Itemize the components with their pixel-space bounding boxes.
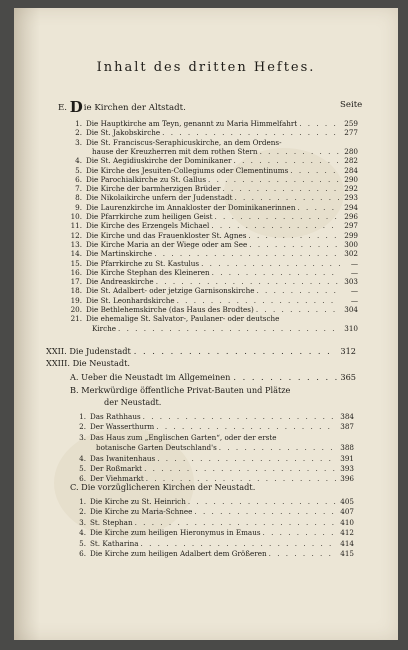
toc-entry-page: — bbox=[350, 258, 358, 268]
toc-entry-number: 2. bbox=[79, 507, 86, 517]
section-b-heading-line1: B. Merkwürdige öffentliche Privat-Bauten und Plätze bbox=[70, 385, 291, 395]
toc-entry-title: Die Parochialkirche zu St. Gallus bbox=[86, 174, 207, 184]
section-b-heading-line2: der Neustadt. bbox=[104, 397, 162, 407]
leader-dots bbox=[269, 550, 336, 557]
toc-entry-title: Die Kirche Stephan des Kleineren bbox=[86, 267, 210, 277]
toc-entry-number: 6. bbox=[75, 174, 82, 184]
toc-entry-page: 415 bbox=[340, 549, 354, 558]
toc-entry-title: Die Laurenzkirche im Annakloster der Dominikanerinnen bbox=[86, 202, 296, 212]
toc-entry-number: 5. bbox=[75, 165, 82, 175]
toc-entry-title: Die Andreaskirche bbox=[86, 277, 154, 287]
toc-entry-title: Die Kirche des Erzengels Michael bbox=[86, 221, 210, 231]
toc-entry-title: Die Martinskirche bbox=[86, 249, 153, 259]
toc-entry bbox=[76, 508, 354, 515]
leader-dots bbox=[141, 540, 337, 547]
toc-entry-page: 292 bbox=[344, 184, 358, 194]
toc-entry-title: Die Kirche und das Frauenkloster St. Agnes bbox=[86, 230, 247, 240]
toc-entry-page: — bbox=[350, 295, 358, 305]
toc-entry-number: 16. bbox=[70, 267, 82, 277]
toc-entry-number: 3. bbox=[75, 137, 82, 147]
toc-entry-page: 384 bbox=[340, 412, 354, 421]
section-a-label: A. Ueber die Neustadt im Allgemeinen bbox=[70, 372, 231, 382]
toc-entry-number: 4. bbox=[75, 156, 82, 166]
toc-entry-page: 299 bbox=[344, 230, 358, 240]
toc-entry-page: — bbox=[350, 286, 358, 296]
toc-entry-number: 5. bbox=[79, 464, 86, 473]
toc-entry-number: 20. bbox=[70, 305, 82, 314]
toc-entry-page: 259 bbox=[344, 119, 358, 128]
leader-dots bbox=[194, 508, 336, 515]
toc-entry-title: Die St. Franciscus-Seraphicuskirche, an dem Ordens- bbox=[86, 137, 282, 147]
toc-entry-title: Die Kirche zum heiligen Adalbert dem Größeren bbox=[90, 549, 267, 558]
toc-entry-title: Das Rathhaus bbox=[90, 412, 141, 421]
toc-entry-page: 304 bbox=[344, 305, 358, 314]
book-page bbox=[14, 8, 398, 640]
toc-entry-number: 10. bbox=[70, 212, 82, 221]
toc-entry-page: 293 bbox=[344, 193, 358, 203]
toc-entry-number: 6. bbox=[79, 549, 86, 558]
toc-entry-page: 297 bbox=[344, 221, 358, 231]
toc-entry bbox=[76, 519, 354, 526]
toc-entry-page: 284 bbox=[344, 165, 358, 175]
toc-entry-number: 1. bbox=[75, 119, 82, 128]
toc-entry-page: 303 bbox=[344, 277, 358, 287]
toc-entry-title: Die St. Jakobskirche bbox=[86, 128, 161, 138]
toc-entry-page: 410 bbox=[340, 517, 354, 527]
toc-entry-title: Die Kirche des Jesuiten-Collegiums oder Clementinums bbox=[86, 165, 289, 175]
toc-entry-title: Die St. Adalbert- oder jetzige Garnisonskirche bbox=[86, 286, 255, 296]
toc-entry-title: Der Viehmarkt bbox=[90, 474, 144, 484]
section-e-letter: E. bbox=[58, 103, 68, 113]
section-c-entry-list bbox=[14, 8, 398, 640]
section-xxiii-heading: XXIII. Die Neustadt. bbox=[46, 358, 130, 368]
toc-entry-page: 296 bbox=[344, 212, 358, 221]
toc-entry-title: hause der Kreuzherren mit dem rothen Stern bbox=[92, 146, 258, 156]
toc-entry-title: St. Katharina bbox=[90, 538, 139, 548]
toc-entry-number: 14. bbox=[70, 249, 82, 259]
toc-entry-number: 4. bbox=[79, 528, 86, 538]
toc-entry-number: 6. bbox=[79, 474, 86, 484]
section-xxii-page: 312 bbox=[340, 346, 356, 356]
toc-entry-title: Die Pfarrkirche zum heiligen Geist bbox=[86, 212, 213, 221]
toc-entry bbox=[76, 550, 354, 557]
toc-entry-page: 302 bbox=[344, 249, 358, 259]
section-e-initial: D bbox=[69, 98, 83, 116]
page-title: Inhalt des dritten Heftes. bbox=[96, 60, 316, 75]
toc-entry-page: 282 bbox=[344, 156, 358, 166]
section-c-heading: C. Die vorzüglicheren Kirchen der Neustadt. bbox=[70, 482, 256, 492]
toc-entry-title: Der Roßmarkt bbox=[90, 464, 143, 473]
toc-entry-title: Die St. Leonhardskirche bbox=[86, 295, 175, 305]
toc-entry-number: 1. bbox=[79, 412, 86, 421]
toc-entry-number: 11. bbox=[70, 221, 82, 231]
section-e-title: ie Kirchen der Altstadt. bbox=[83, 103, 186, 113]
leader-dots bbox=[263, 529, 336, 536]
toc-entry-page: 280 bbox=[344, 146, 358, 156]
toc-entry-page: 412 bbox=[340, 528, 354, 538]
leader-dots bbox=[135, 519, 336, 526]
toc-entry-page: 407 bbox=[340, 507, 354, 517]
toc-entry-page: 387 bbox=[340, 422, 354, 432]
toc-entry-page: 277 bbox=[344, 128, 358, 138]
toc-entry-title: Die St. Aegidiuskirche der Dominikaner bbox=[86, 156, 232, 166]
toc-entry bbox=[76, 529, 354, 536]
seite-label: Seite bbox=[340, 100, 363, 110]
toc-entry-page: 393 bbox=[340, 464, 354, 473]
toc-entry-number: 9. bbox=[75, 202, 82, 212]
toc-entry-title: botanische Garten Deutschland's bbox=[96, 443, 217, 453]
toc-entry-title: Die Kirche der barmherzigen Brüder bbox=[86, 184, 221, 194]
toc-entry-number: 5. bbox=[79, 538, 86, 548]
toc-entry-page: 414 bbox=[340, 538, 354, 548]
toc-entry-number: 1. bbox=[79, 497, 86, 506]
toc-entry-number: 7. bbox=[75, 184, 82, 194]
toc-entry-number: 12. bbox=[70, 230, 82, 240]
toc-entry-page: 396 bbox=[340, 474, 354, 484]
toc-entry-number: 17. bbox=[70, 277, 82, 287]
toc-entry-title: Die Hauptkirche am Teyn, genannt zu Maria Himmelfahrt bbox=[86, 119, 298, 128]
toc-entry-page: — bbox=[350, 267, 358, 277]
toc-entry-page: 405 bbox=[340, 497, 354, 506]
toc-entry-number: 15. bbox=[70, 258, 82, 268]
toc-entry-title: Das Haus zum „Englischen Garten“, oder der erste bbox=[90, 432, 277, 442]
leader-dots bbox=[188, 498, 336, 505]
toc-entry-page: 388 bbox=[340, 443, 354, 453]
toc-entry-number: 18. bbox=[70, 286, 82, 296]
toc-entry-number: 21. bbox=[70, 314, 82, 324]
toc-entry-title: St. Stephan bbox=[90, 517, 133, 527]
toc-entry-page: 294 bbox=[344, 202, 358, 212]
toc-entry-page: 290 bbox=[344, 174, 358, 184]
toc-entry-number: 3. bbox=[79, 432, 86, 442]
toc-entry-title: Die Kirche zu Maria-Schnee bbox=[90, 507, 193, 517]
toc-entry-page: 300 bbox=[344, 239, 358, 249]
toc-entry-number: 2. bbox=[75, 128, 82, 138]
toc-entry-page: 391 bbox=[340, 453, 354, 463]
toc-entry bbox=[76, 498, 354, 505]
section-a-page: 365 bbox=[340, 372, 356, 382]
toc-entry-number: 2. bbox=[79, 422, 86, 432]
toc-entry-number: 19. bbox=[70, 295, 82, 305]
toc-entry-title: Die Bethlehemskirche (das Haus des Brodtes) bbox=[86, 305, 254, 314]
toc-entry-title: Die Nikolaikirche unfern der Judenstadt bbox=[86, 193, 233, 203]
toc-entry-title: Kirche bbox=[92, 323, 117, 333]
toc-entry-number: 13. bbox=[70, 239, 82, 249]
toc-entry bbox=[76, 540, 354, 547]
toc-entry-title: Die Pfarrkirche zu St. Kastulus bbox=[86, 258, 200, 268]
toc-entry-title: Die Kirche zum heiligen Hieronymus in Emaus bbox=[90, 528, 261, 538]
toc-entry-title: Die Kirche Maria an der Wiege oder am See bbox=[86, 239, 248, 249]
toc-entry-number: 8. bbox=[75, 193, 82, 203]
toc-entry-title: Die ehemalige St. Salvator-, Paulaner- oder deutsche bbox=[86, 314, 280, 324]
toc-entry-title: Der Wasserthurm bbox=[90, 422, 155, 432]
toc-entry-title: Das Iwanitenhaus bbox=[90, 453, 156, 463]
toc-entry-title: Die Kirche zu St. Heinrich bbox=[90, 497, 186, 506]
toc-entry-number: 4. bbox=[79, 453, 86, 463]
toc-entry-page: 310 bbox=[344, 323, 358, 333]
toc-entry-number: 3. bbox=[79, 517, 86, 527]
section-xxii-label: XXII. Die Judenstadt bbox=[46, 346, 131, 356]
